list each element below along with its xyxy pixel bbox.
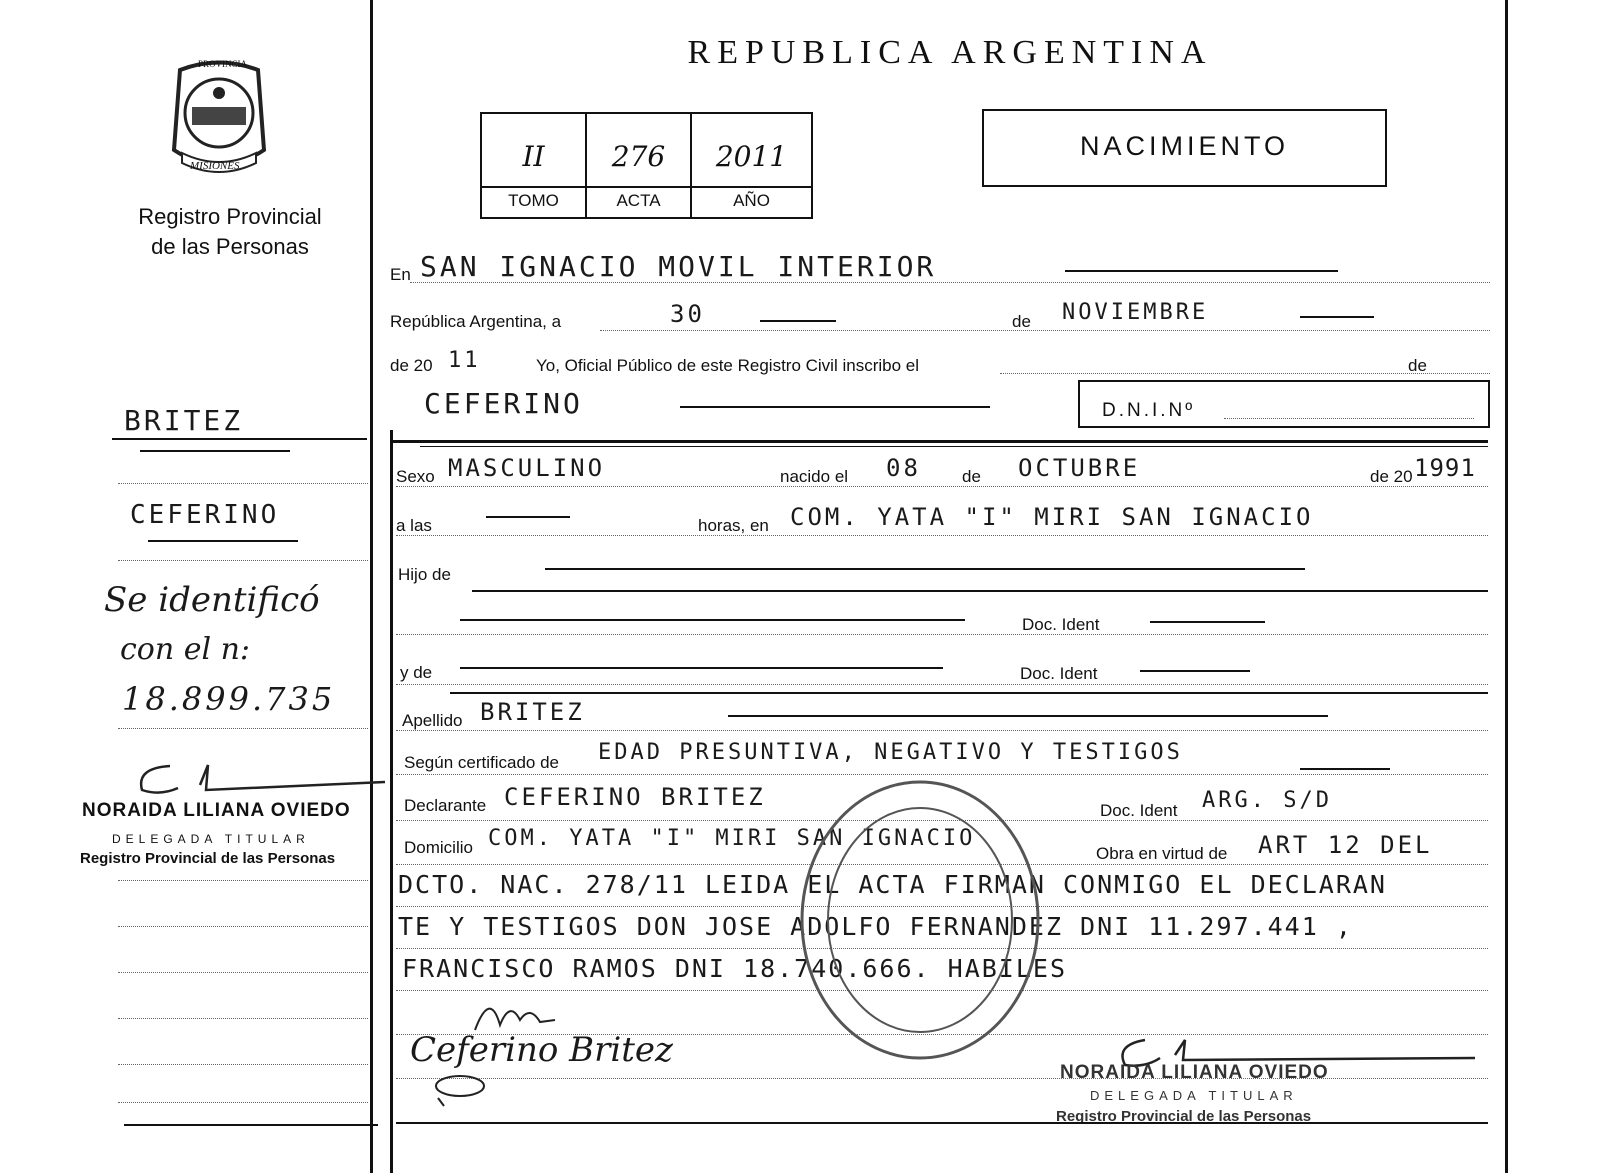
dots-line-1 xyxy=(410,282,1490,283)
birth-year-value: 1991 xyxy=(1414,454,1476,482)
margin-bottom-rule xyxy=(124,1124,378,1126)
margin-dots-1 xyxy=(118,483,368,484)
margin-official-signature xyxy=(130,760,390,800)
birth-place-value: COM. YATA "I" MIRI SAN IGNACIO xyxy=(790,503,1314,531)
hijo-dash xyxy=(545,568,1305,570)
de-end-label: de xyxy=(1408,356,1427,375)
doc-ident-label-1: Doc. Ident xyxy=(1022,615,1100,634)
apellido-dash xyxy=(728,715,1328,717)
apellido-label: Apellido xyxy=(402,711,463,730)
dni-dots xyxy=(1224,418,1474,419)
hijo-label: Hijo de xyxy=(398,565,451,584)
doc-ident-dash-2 xyxy=(1140,670,1250,672)
birth-year-label: de 20 xyxy=(1370,467,1413,486)
domicilio-value: COM. YATA "I" MIRI SAN IGNACIO xyxy=(488,826,976,851)
footer-signatory-name: NORAIDA LILIANA OVIEDO xyxy=(1060,1062,1329,1083)
table-divider-h xyxy=(480,186,813,188)
logo-text-top: PROVINCIA xyxy=(198,59,248,69)
tomo-label: TOMO xyxy=(508,191,559,210)
birth-de-label: de xyxy=(962,467,981,486)
margin-surname-underline-2 xyxy=(140,450,290,452)
margin-signatory-role: DELEGADA TITULAR xyxy=(112,832,310,846)
y-de-label: y de xyxy=(400,663,433,682)
registry-name-line2: de las Personas xyxy=(151,234,309,259)
official-seal-stamp xyxy=(790,770,1050,1070)
dots-yde xyxy=(396,684,1488,685)
margin-note-line1: Se identificó xyxy=(104,580,320,620)
left-border xyxy=(370,0,373,1173)
body-line-2: TE Y TESTIGOS DON JOSE ADOLFO FERNANDEZ DNI 11.297.441 , xyxy=(398,912,1353,941)
dots-line-2 xyxy=(600,330,1490,331)
anio-value: 2011 xyxy=(715,140,788,173)
footer-rule xyxy=(396,1122,1488,1124)
margin-signatory-office: Registro Provincial de las Personas xyxy=(80,850,336,867)
day-value: 30 xyxy=(670,300,705,328)
dots-sexo xyxy=(396,486,1488,487)
anio-label: AÑO xyxy=(733,191,770,210)
hijo-separator xyxy=(472,590,1488,592)
declarante-label: Declarante xyxy=(404,796,487,815)
section-separator-1b xyxy=(420,446,1488,447)
place-underline xyxy=(1065,270,1338,272)
declarant-signature: Ceferino Britez xyxy=(410,1030,673,1070)
margin-dots-4 xyxy=(118,880,368,881)
child-name-value: CEFERINO xyxy=(424,387,583,420)
section-separator-2 xyxy=(450,692,1488,694)
republica-label: República Argentina, a xyxy=(390,312,562,331)
dots-apellido xyxy=(396,730,1488,731)
section-separator-1 xyxy=(392,440,1488,443)
footer-signatory-office: Registro Provincial de las Personas xyxy=(1056,1108,1312,1125)
month-underline xyxy=(1300,316,1374,318)
en-label: En xyxy=(390,265,411,284)
tomo-value: II xyxy=(522,140,545,173)
registry-name-line1: Registro Provincial xyxy=(138,204,322,229)
dots-doc1 xyxy=(396,634,1488,635)
doc-ident-dec-value: ARG. S/D xyxy=(1202,788,1332,813)
body-left-border xyxy=(390,430,393,1173)
margin-dots-7 xyxy=(118,1018,368,1019)
dots-alas xyxy=(396,535,1488,536)
dots-line-3 xyxy=(1000,373,1490,374)
place-value: SAN IGNACIO MOVIL INTERIOR xyxy=(420,250,937,283)
footer-signatory-role: DELEGADA TITULAR xyxy=(1090,1088,1298,1103)
margin-signatory-name: NORAIDA LILIANA OVIEDO xyxy=(82,800,351,821)
obra-label: Obra en virtud de xyxy=(1096,844,1228,863)
doc-ident-dash-1 xyxy=(1150,621,1265,623)
certificado-dash xyxy=(1300,768,1390,770)
nacido-label: nacido el xyxy=(780,467,849,486)
mother-name-dash xyxy=(460,667,943,669)
margin-dots-6 xyxy=(118,972,368,973)
right-border xyxy=(1505,0,1508,1173)
father-name-dash xyxy=(460,619,965,621)
margin-dots-9 xyxy=(118,1102,368,1103)
margin-dots-3 xyxy=(118,728,368,729)
dni-label: D.N.I.Nº xyxy=(1102,400,1196,421)
margin-given-name: CEFERINO xyxy=(130,500,280,530)
body-line-3: FRANCISCO RAMOS DNI 18.740.666. HABILES xyxy=(402,954,1067,983)
de-label: de xyxy=(1012,312,1031,331)
logo-text-bottom: MISIONES xyxy=(190,160,240,172)
month-value: NOVIEMBRE xyxy=(1062,300,1209,325)
margin-surname: BRITEZ xyxy=(124,404,244,437)
year-short-value: 11 xyxy=(448,348,481,373)
margin-note-number: 18.899.735 xyxy=(122,680,336,718)
sexo-label: Sexo xyxy=(396,467,435,486)
birth-day-value: 08 xyxy=(886,454,921,482)
domicilio-label: Domicilio xyxy=(404,838,473,857)
margin-surname-underline xyxy=(112,438,367,440)
certificado-value: EDAD PRESUNTIVA, NEGATIVO Y TESTIGOS xyxy=(598,740,1183,765)
acta-value: 276 xyxy=(611,140,666,173)
margin-given-underline xyxy=(148,540,298,542)
thumbprint-mark xyxy=(430,1068,500,1108)
oficial-text: Yo, Oficial Público de este Registro Civil inscribo el xyxy=(536,356,919,375)
birth-month-value: OCTUBRE xyxy=(1018,454,1141,482)
day-underline xyxy=(760,320,836,322)
country-title: REPUBLICA ARGENTINA xyxy=(687,34,1213,71)
doc-ident-label-2: Doc. Ident xyxy=(1020,664,1098,683)
child-name-underline xyxy=(680,406,990,408)
record-type: NACIMIENTO xyxy=(1079,131,1289,161)
doc-ident-dec-label: Doc. Ident xyxy=(1100,801,1178,820)
de20-label: de 20 xyxy=(390,356,433,375)
acta-label: ACTA xyxy=(616,191,661,210)
a-las-label: a las xyxy=(396,516,432,535)
margin-note-line2: con el n: xyxy=(120,632,251,667)
apellido-value: BRITEZ xyxy=(480,698,585,726)
margin-dots-5 xyxy=(118,926,368,927)
sexo-value: MASCULINO xyxy=(448,454,606,482)
obra-value: ART 12 DEL xyxy=(1258,831,1433,859)
margin-dots-2 xyxy=(118,560,368,561)
segun-label: Según certificado de xyxy=(404,753,559,772)
horas-label: horas, en xyxy=(698,516,769,535)
declarante-value: CEFERINO BRITEZ xyxy=(504,783,766,811)
margin-dots-8 xyxy=(118,1064,368,1065)
body-line-1: DCTO. NAC. 278/11 LEIDA EL ACTA FIRMAN CONMIGO EL DECLARAN xyxy=(398,870,1387,899)
hour-dash xyxy=(486,516,570,518)
